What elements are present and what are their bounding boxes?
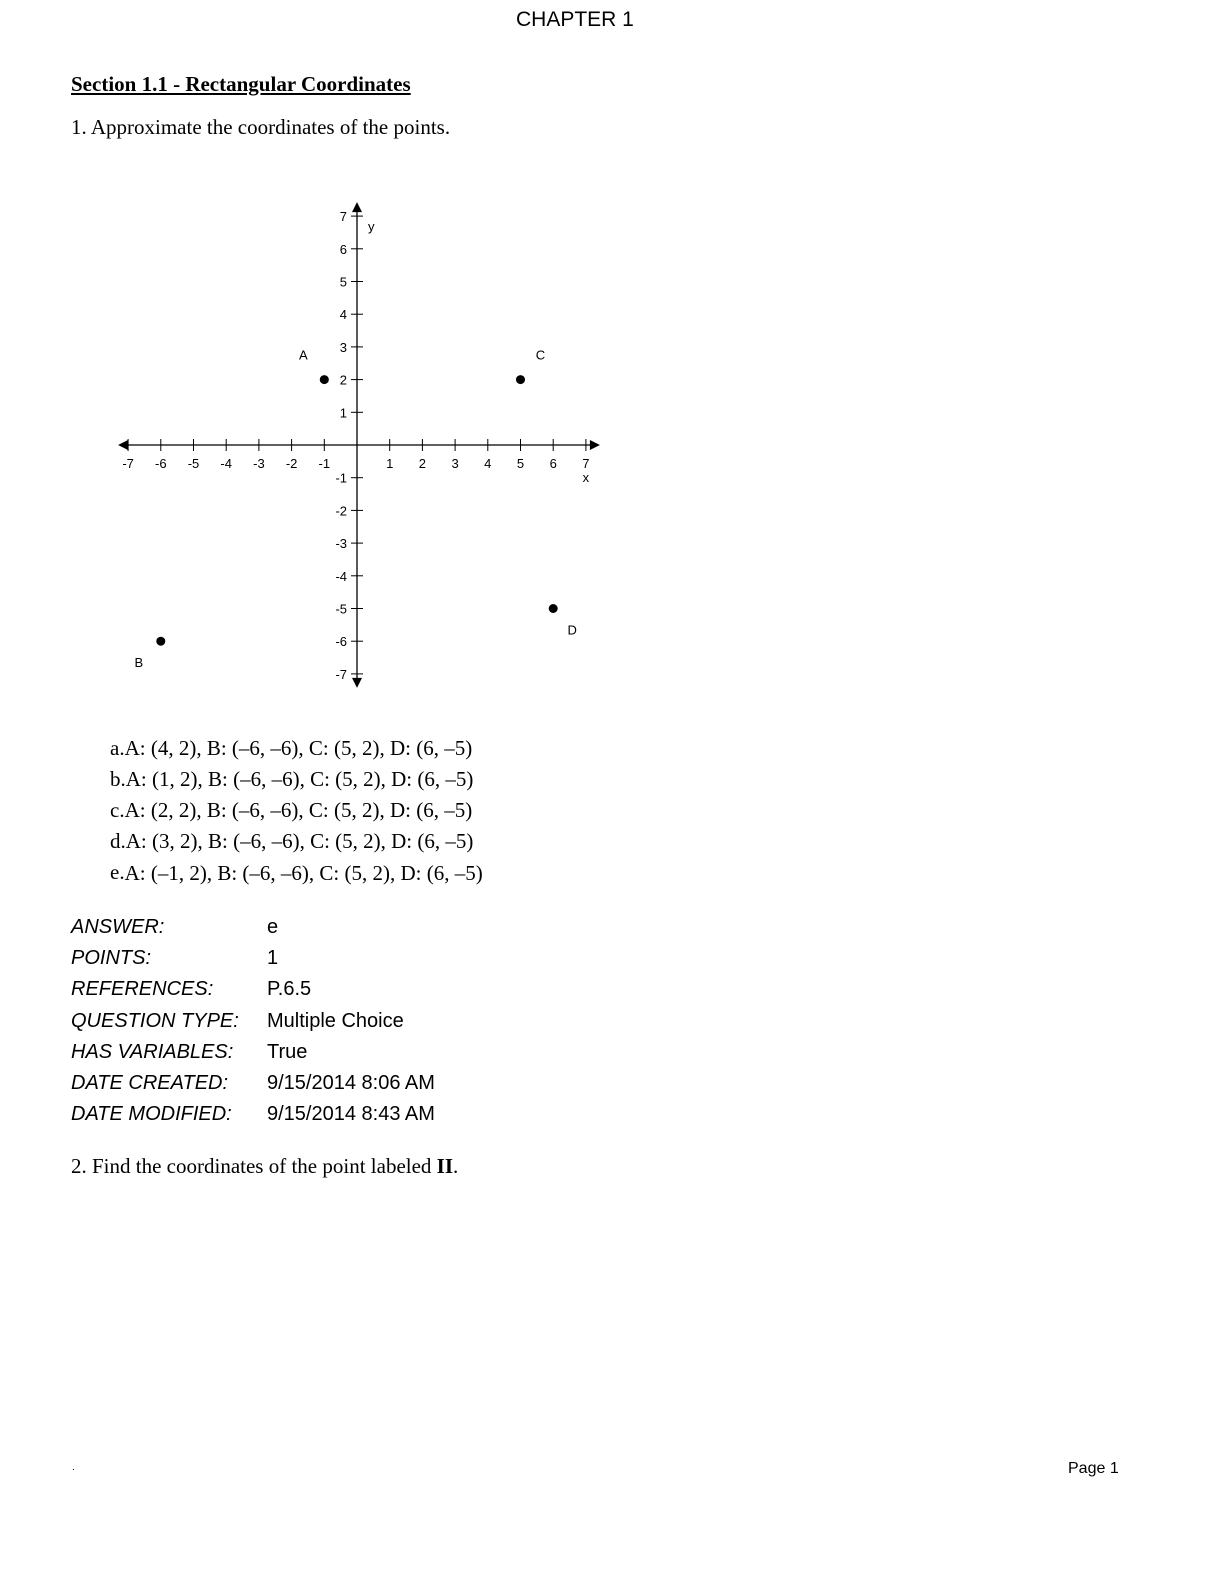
meta-row-has-variables (71, 1037, 435, 1068)
y-tick-label: -5 (335, 601, 347, 617)
choice-letter: e. (110, 860, 125, 884)
x-tick-label: 5 (516, 456, 525, 471)
choice-b[interactable] (110, 764, 510, 795)
question-2-text: 2. Find the coordinates of the point labeled (71, 1154, 437, 1178)
point-label-a: A (298, 347, 308, 363)
x-tick-label: 4 (484, 456, 492, 471)
coordinate-plane-svg (110, 200, 610, 695)
choice-text: A: (4, 2), B: (–6, –6), C: (5, 2), D: (6, –5) (124, 736, 473, 760)
question-2-suffix: . (453, 1154, 459, 1178)
y-tick-label: 4 (339, 307, 347, 323)
chapter-heading: CHAPTER 1 (516, 8, 634, 31)
choice-text: A: (2, 2), B: (–6, –6), C: (5, 2), D: (6, –5) (124, 798, 473, 822)
meta-key: POINTS: (71, 947, 152, 970)
meta-value: P.6.5 (267, 978, 312, 1001)
y-tick-label: 1 (339, 405, 347, 421)
footer-dot: . (72, 1462, 75, 1473)
choice-d[interactable] (110, 826, 510, 857)
section-title: Section 1.1 - Rectangular Coordinates (71, 72, 411, 96)
meta-key: ANSWER: (71, 916, 165, 939)
y-axis-label: y (368, 219, 375, 235)
meta-key: DATE CREATED: (71, 1072, 229, 1095)
meta-value: e (267, 916, 279, 939)
y-tick-label: 7 (339, 209, 347, 225)
coordinate-graph (110, 200, 610, 700)
meta-row-question-type (71, 1006, 435, 1037)
choice-letter: d. (110, 829, 126, 853)
x-tick-label: -2 (285, 456, 298, 471)
question-1-prompt: 1. Approximate the coordinates of the points. (71, 115, 451, 139)
point-label-d: D (567, 622, 577, 638)
point-label-b: B (134, 655, 144, 671)
y-tick-label: 3 (339, 339, 347, 355)
answer-choices (110, 733, 510, 888)
choice-text: A: (3, 2), B: (–6, –6), C: (5, 2), D: (6, –5) (125, 829, 474, 853)
y-tick-label: -6 (335, 634, 347, 650)
y-axis-down-arrow-icon (352, 678, 362, 688)
choice-c[interactable] (110, 795, 510, 826)
x-tick-label: -5 (187, 456, 200, 471)
meta-row-answer (71, 912, 435, 943)
x-tick-label: 1 (386, 456, 394, 471)
choice-e[interactable] (110, 857, 510, 888)
x-tick-label: 6 (549, 456, 557, 471)
y-axis-up-arrow-icon (352, 202, 362, 212)
point-label-c: C (535, 347, 546, 363)
meta-row-references (71, 974, 435, 1005)
meta-value: True (267, 1040, 308, 1063)
meta-key: HAS VARIABLES: (71, 1040, 234, 1063)
page-number: Page 1 (1068, 1460, 1119, 1477)
meta-row-date-modified (71, 1099, 435, 1130)
x-tick-label: -7 (122, 456, 134, 471)
choice-letter: b. (110, 767, 126, 791)
y-tick-label: 6 (339, 241, 347, 257)
y-tick-label: 2 (339, 372, 347, 388)
x-axis-right-arrow-icon (590, 440, 600, 450)
choice-a[interactable] (110, 733, 510, 764)
choice-text: A: (1, 2), B: (–6, –6), C: (5, 2), D: (6, –5) (125, 767, 474, 791)
point-d (549, 604, 558, 613)
x-tick-label: 3 (451, 456, 459, 471)
y-tick-label: -1 (335, 470, 347, 486)
meta-key: QUESTION TYPE: (71, 1009, 239, 1032)
meta-key: REFERENCES: (71, 978, 214, 1001)
question-metadata (71, 912, 435, 1130)
question-2-point-label: II (436, 1154, 454, 1178)
y-tick-label: -3 (335, 536, 347, 552)
x-tick-label: -1 (318, 456, 331, 471)
point-b (156, 637, 165, 646)
meta-key: DATE MODIFIED: (71, 1103, 232, 1126)
choice-letter: a. (110, 736, 125, 760)
x-tick-label: -3 (253, 456, 265, 471)
meta-value: 9/15/2014 8:06 AM (267, 1072, 435, 1095)
meta-row-date-created (71, 1068, 435, 1099)
meta-value: 9/15/2014 8:43 AM (267, 1103, 435, 1126)
x-tick-label: -4 (220, 456, 232, 471)
x-tick-label: -6 (155, 456, 167, 471)
meta-value: 1 (267, 947, 279, 970)
point-a (320, 375, 329, 384)
meta-row-points (71, 943, 435, 974)
x-axis-label: x (582, 470, 590, 485)
x-axis-left-arrow-icon (118, 440, 128, 450)
y-tick-label: -7 (335, 666, 347, 682)
y-tick-label: -2 (335, 503, 347, 519)
x-tick-label: 7 (582, 456, 590, 471)
y-tick-label: -4 (335, 568, 347, 584)
point-c (516, 375, 525, 384)
meta-value: Multiple Choice (267, 1009, 404, 1032)
choice-text: A: (–1, 2), B: (–6, –6), C: (5, 2), D: (6, –5) (124, 861, 483, 885)
x-tick-label: 2 (418, 456, 427, 471)
choice-letter: c. (110, 798, 125, 822)
question-2-prompt (71, 1154, 458, 1179)
y-tick-label: 5 (339, 274, 347, 290)
